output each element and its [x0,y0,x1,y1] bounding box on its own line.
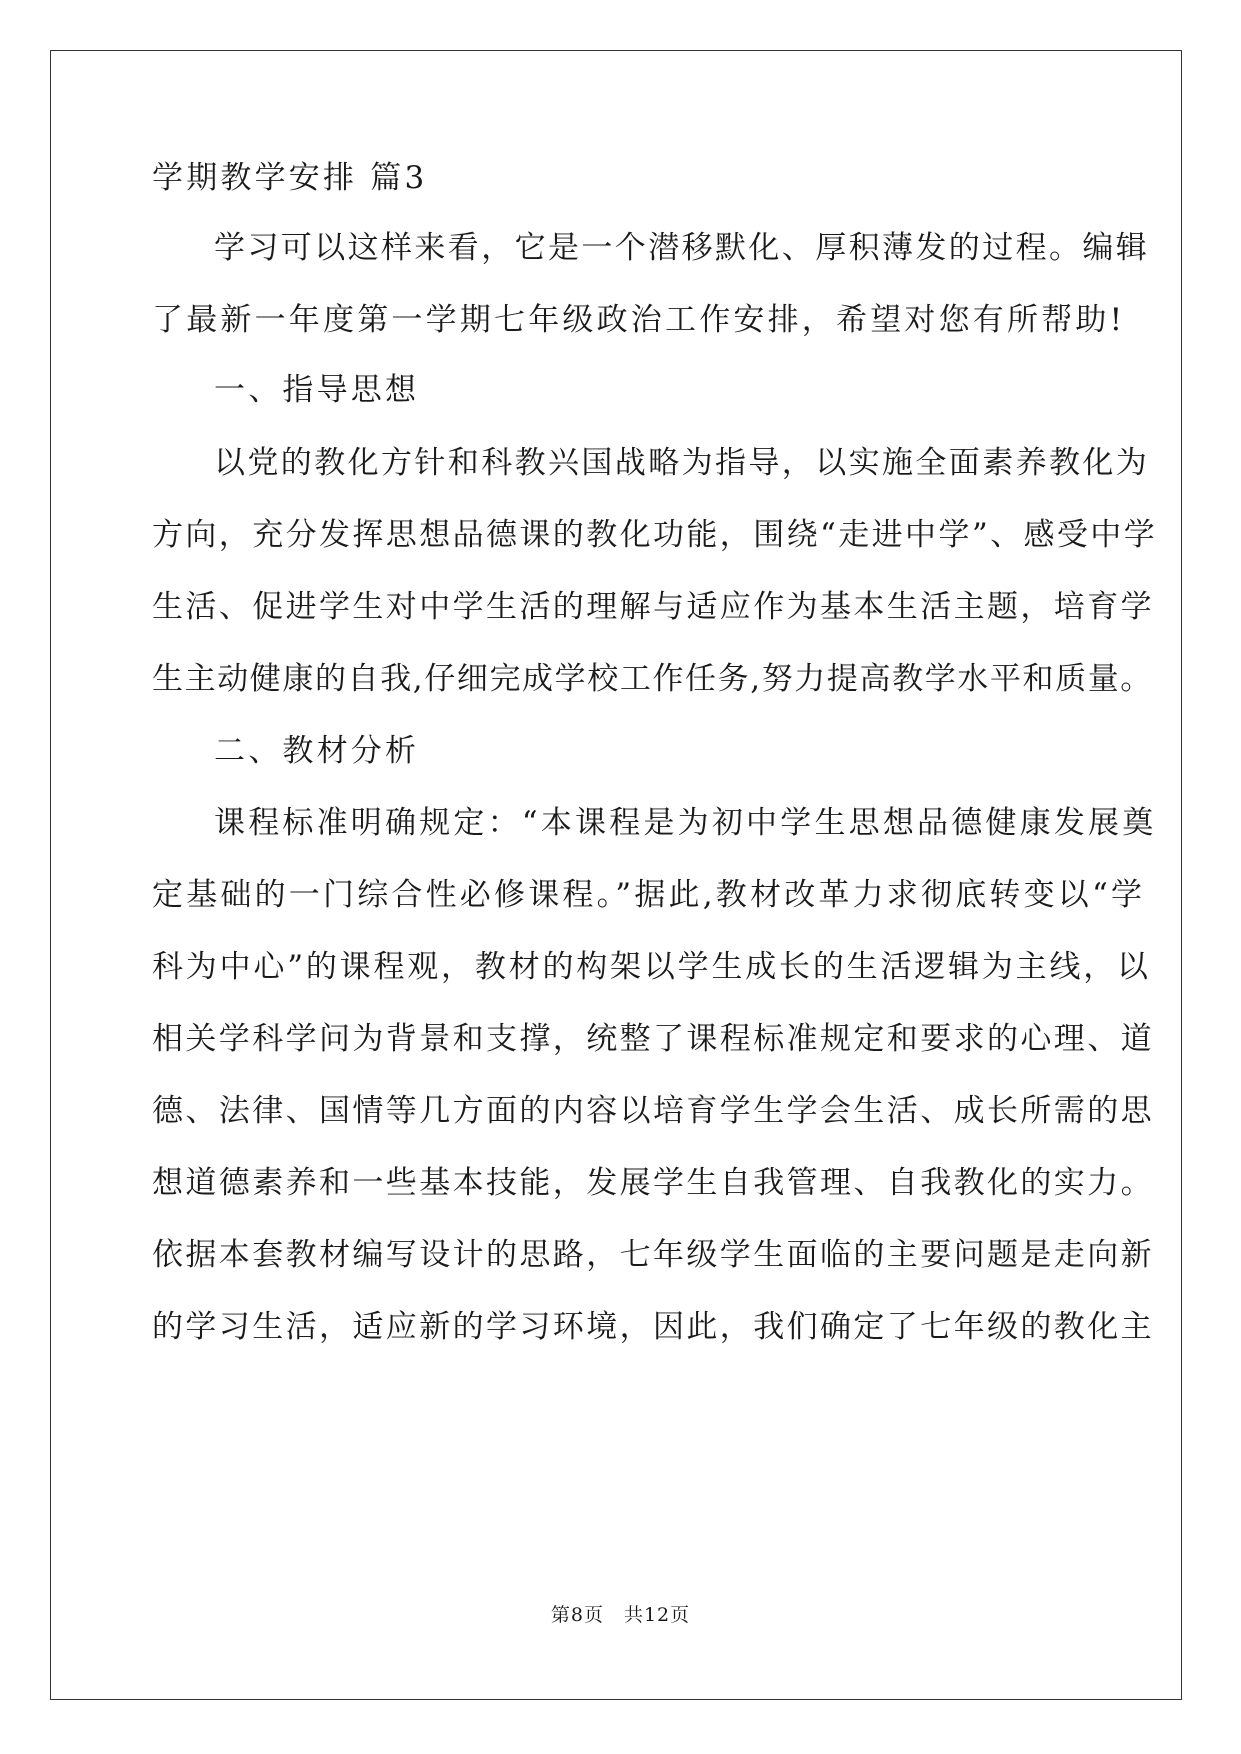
page-number: 第8页 [550,1604,604,1626]
subheading-guiding-ideology: 一、指导思想 [214,372,420,408]
paragraph-line: 科为中心”的课程观，教材的构架以学生成长的生活逻辑为主线，以 [152,949,1151,985]
paragraph-line: 定基础的一门综合性必修课程。”据此,教材改革力求彻底转变以“学 [152,877,1146,913]
section-heading: 学期教学安排 篇3 [152,160,428,196]
paragraph-line: 的学习生活，适应新的学习环境，因此，我们确定了七年级的教化主 [152,1309,1154,1345]
total-pages: 共12页 [623,1604,691,1626]
paragraph-line: 想道德素养和一些基本技能，发展学生自我管理、自我教化的实力。 [152,1165,1154,1201]
paragraph-line: 生活、促进学生对中学生活的理解与适应作为基本生活主题，培育学 [152,589,1154,625]
paragraph-line: 以党的教化方针和科教兴国战略为指导，以实施全面素养教化为 [214,445,1150,481]
paragraph-line: 方向，充分发挥思想品德课的教化功能，围绕“走进中学”、感受中学 [152,517,1158,553]
paragraph-line: 学习可以这样来看，它是一个潜移默化、厚积薄发的过程。编辑 [214,230,1150,266]
paragraph-line: 课程标准明确规定：“本课程是为初中学生思想品德健康发展奠 [214,805,1157,841]
paragraph-line: 生主动健康的自我,仔细完成学校工作任务,努力提高教学水平和质量。 [152,661,1153,697]
paragraph-line: 德、法律、国情等几方面的内容以培育学生学会生活、成长所需的思 [152,1093,1154,1129]
paragraph-line: 了最新一年度第一学期七年级政治工作安排，希望对您有所帮助! [152,302,1126,338]
subheading-textbook-analysis: 二、教材分析 [214,733,420,769]
paragraph-line: 相关学科学问为背景和支撑，统整了课程标准规定和要求的心理、道 [152,1021,1154,1057]
page-footer [0,1603,1241,1627]
paragraph-line: 依据本套教材编写设计的思路，七年级学生面临的主要问题是走向新 [152,1237,1154,1273]
